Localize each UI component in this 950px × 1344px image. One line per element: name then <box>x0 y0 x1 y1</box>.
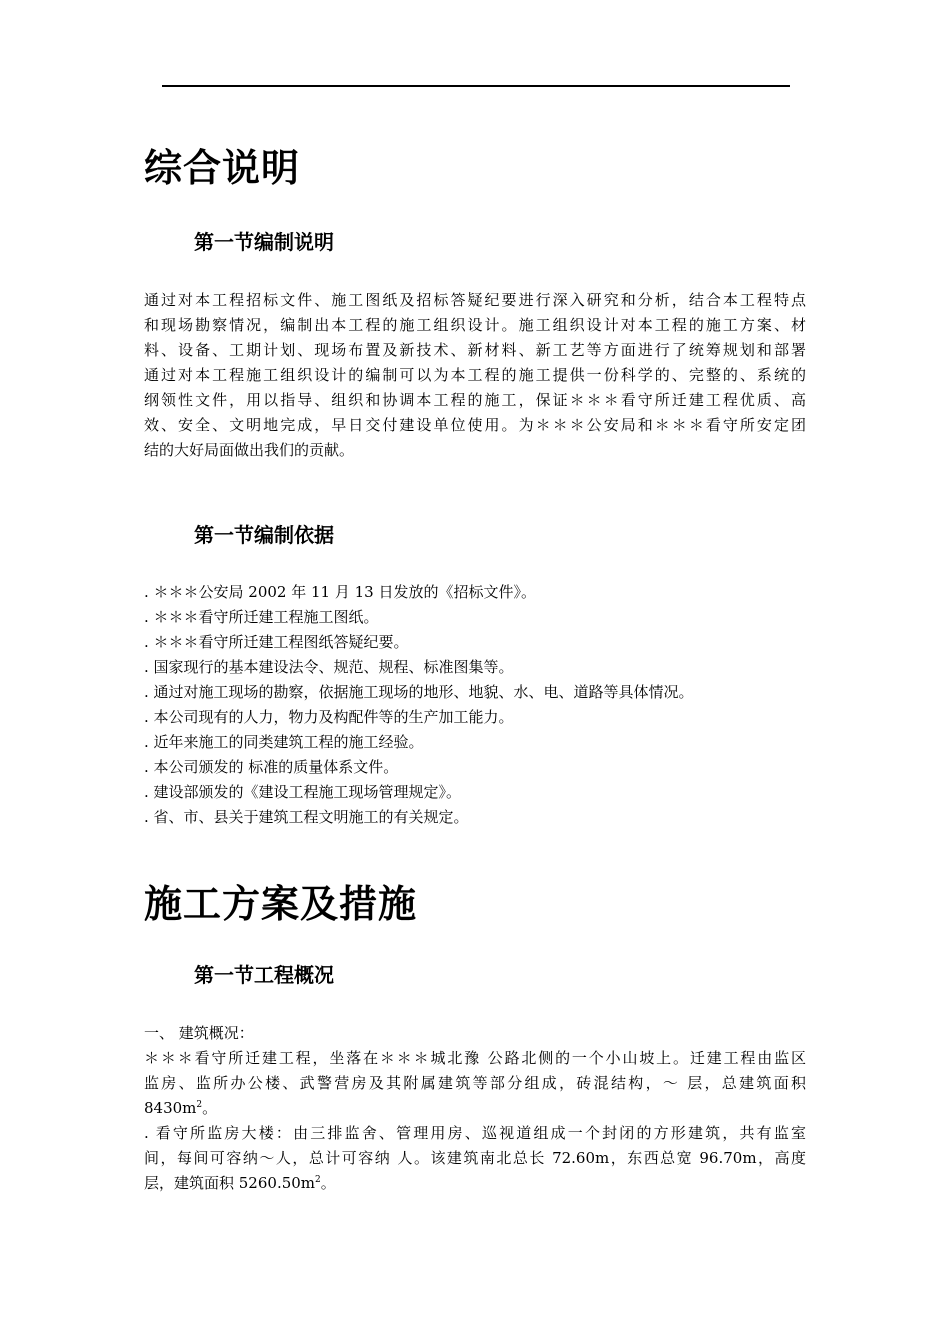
paragraph-compilation-notes <box>144 288 806 463</box>
area-value: 层，建筑面积 5260.50m <box>144 1174 316 1192</box>
list-item: . 近年来施工的同类建筑工程的施工经验。 <box>144 733 424 751</box>
list-item: . 本公司现有的人力，物力及构配件等的生产加工能力。 <box>144 708 514 726</box>
heading-project-overview: 第一节工程概况 <box>194 963 334 987</box>
text-line: 通过对本工程施工组织设计的编制可以为本工程的施工提供一份科学的、完整的、系统的 <box>144 366 806 384</box>
text-line: 料、设备、工期计划、现场布置及新技术、新材料、新工艺等方面进行了统筹规划和部署 <box>144 341 806 359</box>
text-line <box>144 1096 806 1121</box>
text-line: 结的大好局面做出我们的贡献。 <box>144 441 355 459</box>
text-line: ＊＊＊看守所迁建工程，坐落在＊＊＊城北豫 公路北侧的一个小山坡上。迁建工程由监区 <box>144 1049 806 1067</box>
heading-compilation-notes: 第一节编制说明 <box>194 230 334 254</box>
punct: 。 <box>202 1099 218 1117</box>
text-line: 效、安全、文明地完成，早日交付建设单位使用。为＊＊＊公安局和＊＊＊看守所安定团 <box>144 416 806 434</box>
section-title-overview: 综合说明 <box>144 146 301 190</box>
text-line <box>144 1171 806 1196</box>
paragraph-project-overview <box>144 1021 806 1196</box>
list-item: . ＊＊＊公安局 2002 年 11 月 13 日发放的《招标文件》。 <box>144 583 536 601</box>
list-item: . ＊＊＊看守所迁建工程施工图纸。 <box>144 608 379 626</box>
text-line: 纲领性文件，用以指导、组织和协调本工程的施工，保证＊＊＊看守所迁建工程优质、高 <box>144 391 806 409</box>
list-item: . 省、市、县关于建筑工程文明施工的有关规定。 <box>144 808 469 826</box>
text-line: 和现场勘察情况，编制出本工程的施工组织设计。施工组织设计对本工程的施工方案、材 <box>144 316 806 334</box>
text-line: 一、 建筑概况： <box>144 1024 254 1042</box>
text-line: . 看守所监房大楼：由三排监舍、管理用房、巡视道组成一个封闭的方形建筑，共有监室 <box>144 1124 806 1142</box>
list-item: . ＊＊＊看守所迁建工程图纸答疑纪要。 <box>144 633 409 651</box>
text-line: 通过对本工程招标文件、施工图纸及招标答疑纪要进行深入研究和分析，结合本工程特点 <box>144 291 806 309</box>
basis-list <box>144 580 806 830</box>
list-item: . 通过对施工现场的勘察，依据施工现场的地形、地貌、水、电、道路等具体情况。 <box>144 683 694 701</box>
area-value: 8430m <box>144 1099 197 1117</box>
text-line: 间，每间可容纳～人，总计可容纳 人。该建筑南北总长 72.60m，东西总宽 96.70m，高度 <box>144 1149 806 1167</box>
punct: 。 <box>320 1174 336 1192</box>
list-item: . 国家现行的基本建设法令、规范、规程、标准图集等。 <box>144 658 514 676</box>
superscript: 2 <box>315 1175 321 1185</box>
list-item: . 本公司颁发的 标准的质量体系文件。 <box>144 758 399 776</box>
section-title-construction-plan: 施工方案及措施 <box>144 882 418 926</box>
superscript: 2 <box>196 1100 203 1110</box>
text-line: 监房、监所办公楼、武警营房及其附属建筑等部分组成，砖混结构，～ 层，总建筑面积 <box>144 1074 806 1092</box>
header-rule <box>162 85 790 87</box>
list-item: . 建设部颁发的《建设工程施工现场管理规定》。 <box>144 783 462 801</box>
heading-compilation-basis: 第一节编制依据 <box>194 523 334 547</box>
